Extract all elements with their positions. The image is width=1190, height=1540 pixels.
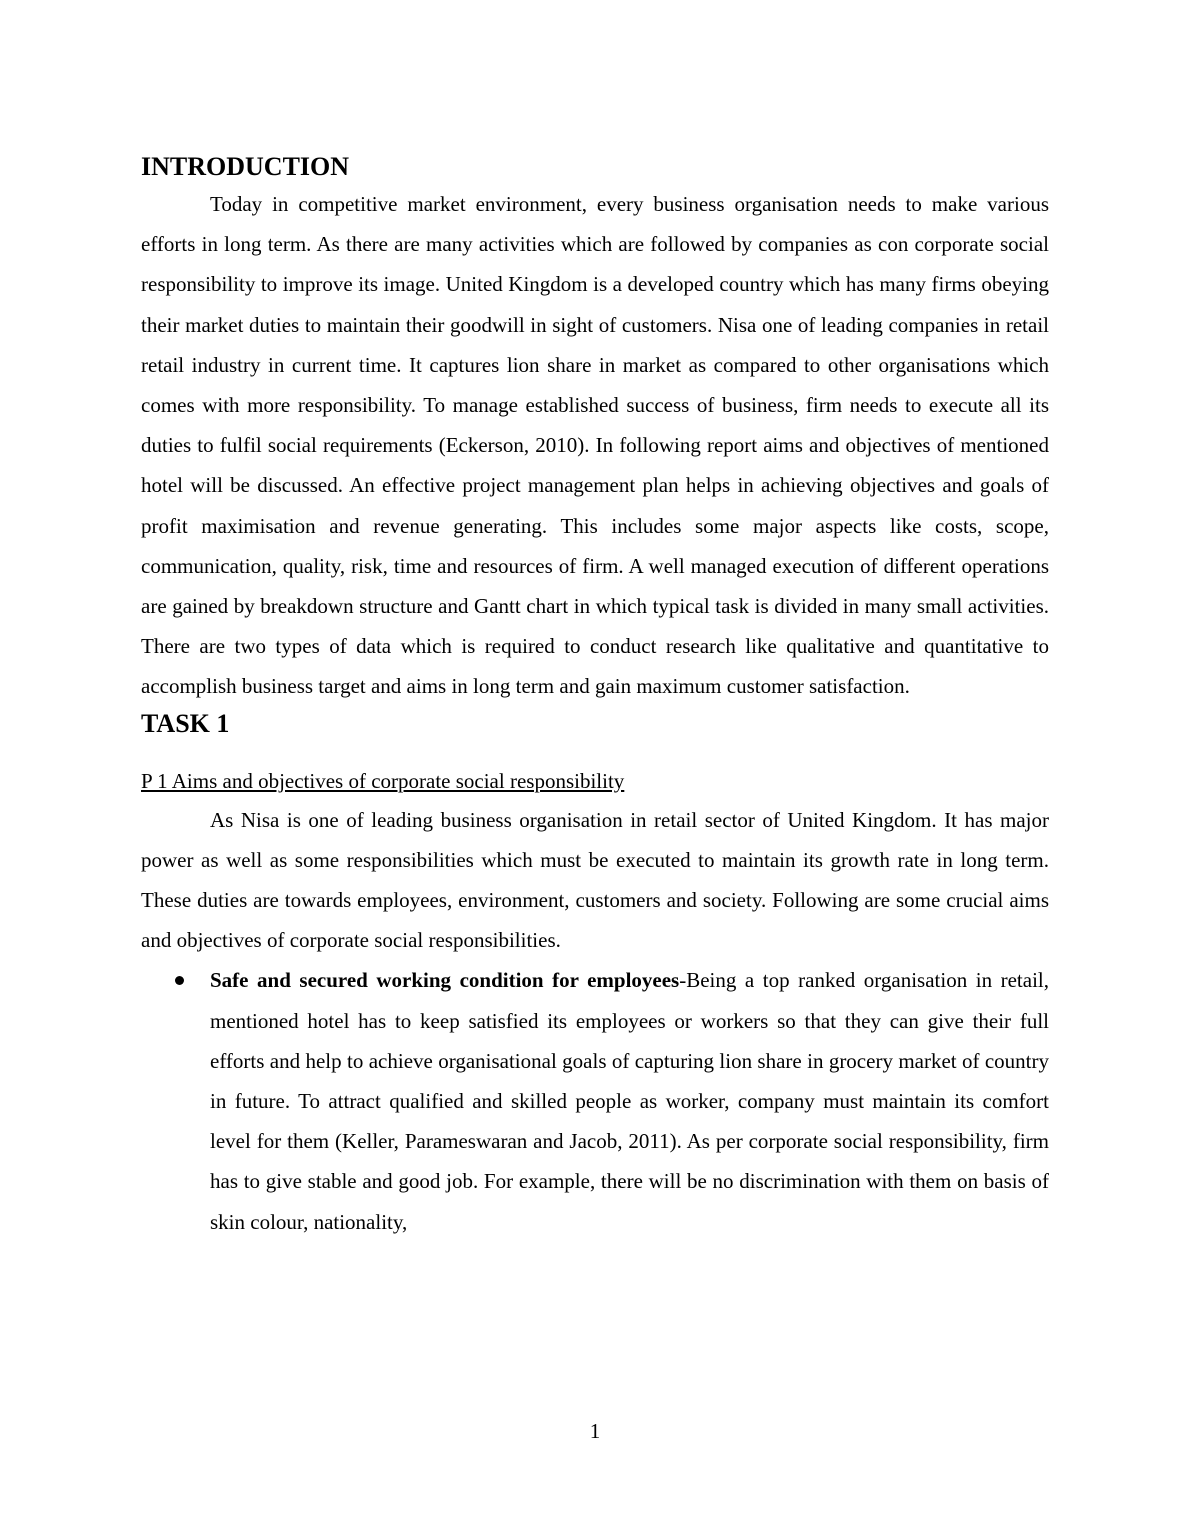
list-item-text: -Being a top ranked organisation in retail, mentioned hotel has to keep satisfied its employees or workers so that they can give their full efforts and help to achieve organisational goals of capturing lion share in grocery market of country in future. To attract qualified and skilled people as worker, company must maintain its comfort level for them (Keller, Parameswaran and Jacob, 2011). As per corporate social responsibility, firm has to give stable and good job. For example, there will be no discrimination with them on basis of skin colour, nationality, bbox=[210, 968, 1049, 1234]
objectives-list bbox=[141, 960, 1049, 1241]
introduction-heading: INTRODUCTION bbox=[141, 152, 350, 181]
list-item bbox=[141, 960, 1049, 1241]
task-1-paragraph: As Nisa is one of leading business organisation in retail sector of United Kingdom. It has major power as well as some responsibilities which must be executed to maintain its growth rate in long term. These duties are towards employees, environment, customers and society. Following are some crucial aims and objectives of corporate social responsibilities. bbox=[141, 807, 1049, 953]
page-content bbox=[141, 150, 1049, 1242]
task-1-heading: TASK 1 bbox=[141, 708, 230, 738]
page-number: 1 bbox=[589, 1419, 601, 1443]
list-item-title: Safe and secured working condition for employees bbox=[210, 968, 680, 993]
bullet-icon bbox=[175, 976, 184, 985]
p1-subheading: P 1 Aims and objectives of corporate social responsibility bbox=[141, 768, 625, 793]
introduction-paragraph: Today in competitive market environment, every business organisation needs to make various efforts in long term. As there are many activities which are followed by companies as con corporate social responsibility to improve its image. United Kingdom is a developed country which has many firms obeying their market duties to maintain their goodwill in sight of customers. Nisa one of leading companies in retail retail industry in current time. It captures lion share in market as compared to other organisations which comes with more responsibility. To manage established success of business, firm needs to execute all its duties to fulfil social requirements (Eckerson, 2010). In following report aims and objectives of mentioned hotel will be discussed. An effective project management plan helps in achieving objectives and goals of profit maximisation and revenue generating. This includes some major aspects like costs, scope, communication, quality, risk, time and resources of firm. A well managed execution of different operations are gained by breakdown structure and Gantt chart in which typical task is divided in many small activities. There are two types of data which is required to conduct research like qualitative and quantitative to accomplish business target and aims in long term and gain maximum customer satisfaction. bbox=[141, 192, 1049, 699]
